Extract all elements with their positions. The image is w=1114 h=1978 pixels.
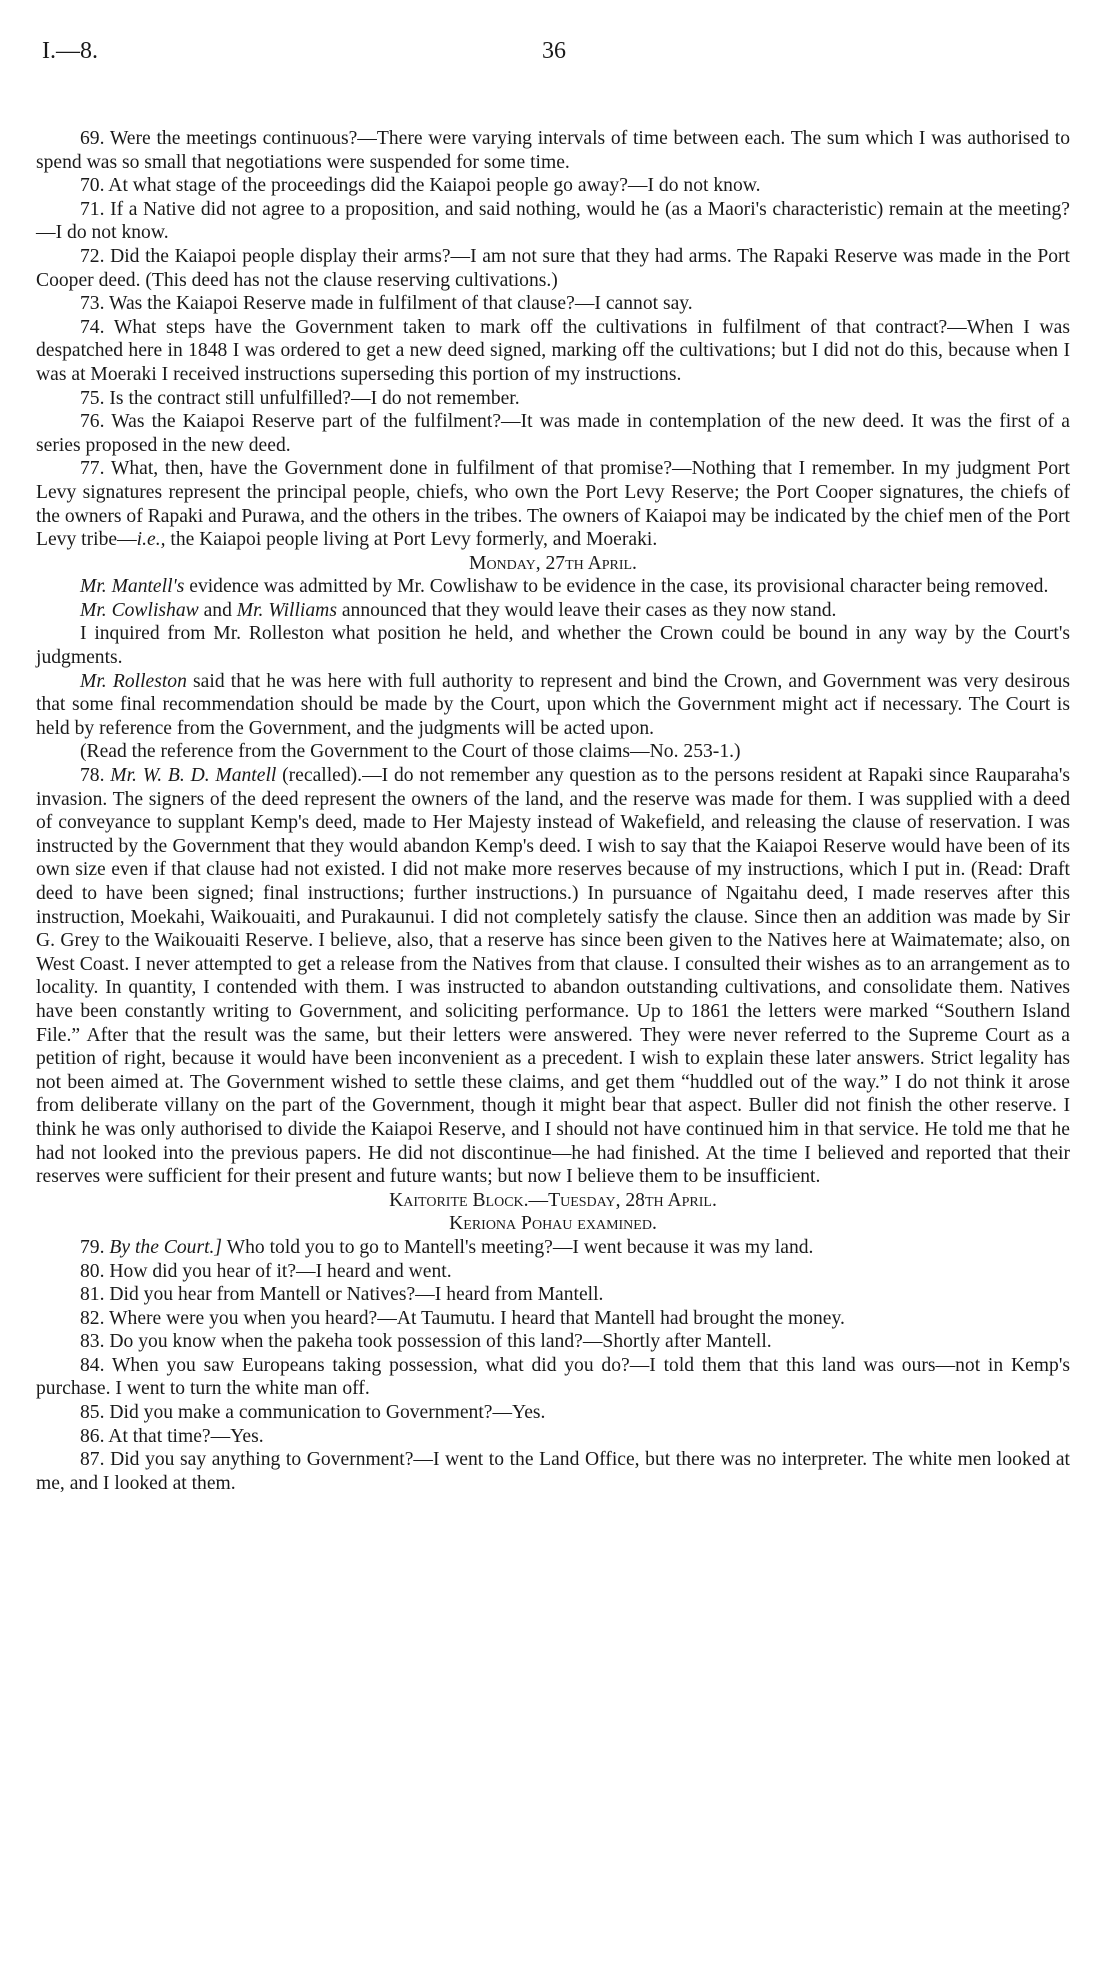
paragraph-78 xyxy=(36,764,1070,1189)
paragraph-84: 84. When you saw Europeans taking possession, what did you do?—I told them that this land was ours—not in Kemp's purchase. I went to turn the white man off. xyxy=(36,1354,1070,1400)
paragraph-70: 70. At what stage of the proceedings did the Kaiapoi people go away?—I do not know. xyxy=(80,175,761,197)
paragraph-79 xyxy=(36,1236,1070,1260)
paragraph-85: 85. Did you make a communication to Government?—Yes. xyxy=(80,1402,546,1424)
paragraph-rolleston xyxy=(36,670,1070,741)
paragraph-82: 82. Where were you when you heard?—At Taumutu. I heard that Mantell had brought the money. xyxy=(80,1307,845,1329)
paragraph-86: 86. At that time?—Yes. xyxy=(80,1425,264,1447)
paragraph-counsel-announcement xyxy=(36,599,1070,623)
paragraph-74: 74. What steps have the Government taken to mark off the cultivations in fulfilment of that contract?—When I was despatched here in 1848 I was ordered to get a new deed signed, marking off the cultivations; but I did not do this, because when I was at Moeraki I received instructions superseding this portion of my instructions. xyxy=(36,316,1070,385)
text-run: 77. What, then, have the Government done in fulfilment of that promise?—Nothing that I remember. In my judgment Port Levy signatures represent the principal people, chiefs, who own the Port Levy Reserve; the Port Cooper signatures, the chiefs of the owners of Rapaki and Purawa, and the others in the tribes. The owners of Kaiapoi may be indicated by the chief men of the Port Levy tribe— xyxy=(36,458,1070,551)
paragraph-71: 71. If a Native did not agree to a proposition, and said nothing, would he (as a Maori's characteristic) remain at the meeting?—I do not know. xyxy=(36,198,1070,244)
text-run: (recalled).—I do not remember any question as to the persons resident at Rapaki since Rauparaha's invasion. The signers of the deed represent the owners of the land, and the reserve was made for them. I was supplied with a deed of conveyance to supplant Kemp's deed, made to Her Majesty instead of Wakefield, and releasing the clause of reservation. I was instructed by the Government that they would abandon Kemp's deed. I wish to say that the Kaiapoi Reserve would have been of its own size even if that clause had not existed. I did not make more reserves because of my instructions, which I put in. (Read: Draft deed to have been signed; final instructions; further instructions.) In pursuance of Ngaitahu deed, I made reserves after this instruction, Moekahi, Waikouaiti, and Purakaunui. I did not completely satisfy the clause. Since then an addition was made by Sir G. Grey to the Waikouaiti Reserve. I believe, also, that a reserve has since been given to the Natives here at Waimatemate; also, on West Coast. I never attempted to get a release from the Natives from that clause. I consulted their wishes as to an arrangement as to locality. In quantity, I contended with them. I was instructed to abandon outstanding cultivations, and consolidate them. Natives have been constantly writing to Government, and soliciting performance. Up to 1861 the letters were marked “Southern Island File.” After that the result was the same, but their letters were answered. They were never referred to the Supreme Court as a petition of right, because it would have been inconvenient as a precedent. I wish to explain these later answers. Strict legality has not been aimed at. The Government wished to settle these claims, and get them “huddled out of the way.” I do not think it arose from deliberate villany on the part of the Government, though it might bear that aspect. Buller did not finish the other reserve. I think he was only authorised to divide the Kaiapoi Reserve, and I should not have continued him in that service. He told me that he had not looked into the previous papers. He did not discontinue—he had finished. At the time I believed and reported that their reserves were sufficient for their present and future wants; but now I believe them to be insufficient. xyxy=(36,765,1071,1188)
speaker-name: Mr. Williams xyxy=(236,599,337,621)
paragraph-reference: (Read the reference from the Government to the Court of those claims—No. 253-1.) xyxy=(80,741,741,763)
speaker-name: Mr. W. B. D. Mantell xyxy=(110,765,277,787)
text-run: and xyxy=(198,599,237,621)
paragraph-83: 83. Do you know when the pakeha took possession of this land?—Shortly after Mantell. xyxy=(80,1331,772,1353)
text-run: the Kaiapoi people living at Port Levy formerly, and Moeraki. xyxy=(165,529,658,551)
page-header xyxy=(36,30,1070,70)
paragraph-87: 87. Did you say anything to Government?—I went to the Land Office, but there was no interpreter. The white men looked at me, and I looked at them. xyxy=(36,1449,1070,1494)
text-run: 79. xyxy=(80,1236,110,1258)
speaker-name: Mr. Mantell's xyxy=(80,576,185,598)
paragraph-75: 75. Is the contract still unfulfilled?—I do not remember. xyxy=(80,387,520,409)
section-heading-monday: Monday, 27th April. xyxy=(469,552,637,574)
paragraph-81: 81. Did you hear from Mantell or Natives?—I heard from Mantell. xyxy=(80,1284,604,1306)
paragraph-inquiry: I inquired from Mr. Rolleston what position he held, and whether the Crown could be bound in any way by the Court's judgments. xyxy=(36,623,1070,669)
paragraph-69: 69. Were the meetings continuous?—There were varying intervals of time between each. The sum which I was authorised to spend was so small that negotiations were suspended for some time. xyxy=(36,128,1070,173)
text-run: Who told you to go to Mantell's meeting?—I went because it was my land. xyxy=(222,1236,814,1258)
text-run: evidence was admitted by Mr. Cowlishaw to be evidence in the case, its provisional character being removed. xyxy=(184,576,1049,598)
paragraph-72: 72. Did the Kaiapoi people display their arms?—I am not sure that they had arms. The Rapaki Reserve was made in the Port Cooper deed. (This deed has not the clause reserving cultivations.) xyxy=(36,245,1070,291)
text-run: said that he was here with full authority to represent and bind the Crown, and Government was very desirous that some final recommendation should be made by the Court, upon which the Government might act if necessary. The Court is held by reference from the Government, and the judgments will be acted upon. xyxy=(36,670,1070,739)
section-heading-kaitorite: Kaitorite Block.—Tuesday, 28th April. xyxy=(389,1189,717,1211)
speaker-name: Mr. Rolleston xyxy=(80,670,187,692)
page-number: 36 xyxy=(542,38,566,64)
paragraph-73: 73. Was the Kaiapoi Reserve made in fulfilment of that clause?—I cannot say. xyxy=(80,293,693,315)
speaker-name: Mr. Cowlishaw xyxy=(80,599,199,621)
paragraph-80: 80. How did you hear of it?—I heard and went. xyxy=(80,1260,452,1282)
paragraph-76: 76. Was the Kaiapoi Reserve part of the fulfilment?—It was made in contemplation of the new deed. It was the first of a series proposed in the new deed. xyxy=(36,411,1070,456)
text-run: 78. xyxy=(80,765,111,787)
paragraph-mantell-evidence xyxy=(36,575,1070,599)
document-page xyxy=(36,30,1071,1494)
section-subheading-witness: Keriona Pohau examined. xyxy=(449,1213,657,1235)
text-run: announced that they would leave their cases as they now stand. xyxy=(336,599,837,621)
italic-run: i.e., xyxy=(136,529,166,551)
paragraph-77 xyxy=(36,457,1070,551)
document-body xyxy=(36,127,1070,1495)
italic-run: By the Court.] xyxy=(109,1236,223,1258)
document-reference: I.—8. xyxy=(42,38,98,64)
